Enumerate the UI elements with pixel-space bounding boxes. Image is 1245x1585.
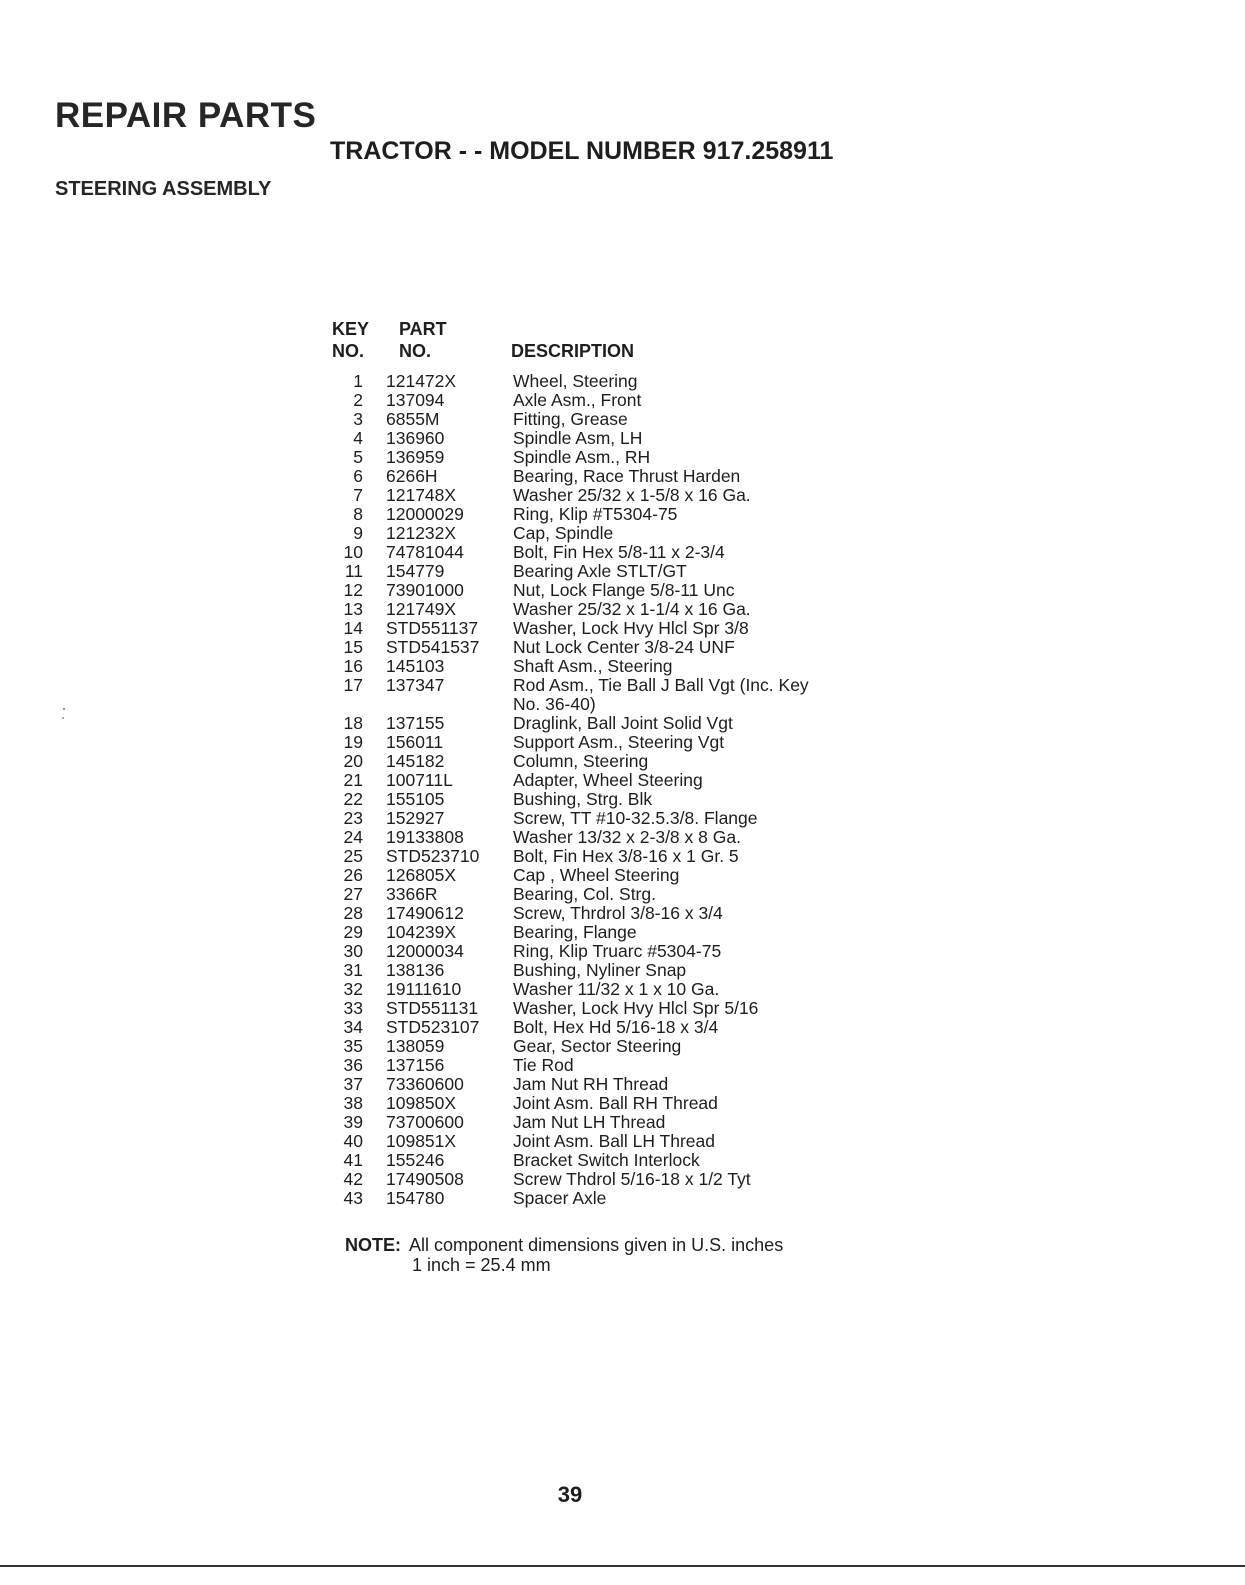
part-description: Bearing, Col. Strg. [513,884,656,904]
parts-row [330,904,890,923]
parts-row [330,771,890,790]
part-number: 138059 [386,1036,445,1056]
part-number: 17490508 [386,1169,464,1189]
part-description: Joint Asm. Ball RH Thread [513,1093,718,1113]
part-number: 73700600 [386,1112,464,1132]
part-description: Cap , Wheel Steering [513,865,680,885]
part-description: Washer 25/32 x 1-5/8 x 16 Ga. [513,485,751,505]
part-description: Jam Nut LH Thread [513,1112,666,1132]
part-description: Nut, Lock Flange 5/8-11 Unc [513,580,735,600]
part-description: Screw, TT #10-32.5.3/8. Flange [513,808,758,828]
key-number: 20 [343,751,363,771]
key-number: 12 [343,580,363,600]
key-number: 5 [353,447,363,467]
parts-row [330,505,890,524]
part-description: Axle Asm., Front [513,390,642,410]
parts-row [330,581,890,600]
parts-row [330,676,890,714]
key-number: 6 [353,466,363,486]
part-description: Washer 11/32 x 1 x 10 Ga. [513,979,720,999]
part-number: 121748X [386,485,457,505]
part-description: Washer 13/32 x 2-3/8 x 8 Ga. [513,827,741,847]
part-number: 136960 [386,428,445,448]
key-number: 2 [353,390,363,410]
parts-row [330,543,890,562]
part-description: Bolt, Hex Hd 5/16-18 x 3/4 [513,1017,719,1037]
part-number: 19111610 [386,979,462,999]
part-number: STD551137 [386,618,479,638]
key-number: 42 [343,1169,363,1189]
part-number: STD551131 [386,998,479,1018]
part-number: 74781044 [386,542,464,562]
parts-row [330,942,890,961]
part-description: Bolt, Fin Hex 5/8-11 x 2-3/4 [513,542,725,562]
key-number: 43 [343,1188,363,1208]
parts-row [330,1170,890,1189]
key-number: 10 [343,542,363,562]
part-description: Washer, Lock Hvy Hlcl Spr 3/8 [513,618,749,638]
part-number: 137094 [386,390,445,410]
key-number: 37 [343,1074,363,1094]
scan-speck [62,717,64,719]
part-number: 137347 [386,675,445,695]
part-description: Support Asm., Steering Vgt [513,732,725,752]
parts-row [330,657,890,676]
part-description: Nut Lock Center 3/8-24 UNF [513,637,735,657]
part-description: Washer 25/32 x 1-1/4 x 16 Ga. [513,599,751,619]
parts-row [330,866,890,885]
key-number: 39 [343,1112,363,1132]
part-number: 109851X [386,1131,457,1151]
parts-row [330,999,890,1018]
part-number: 12000034 [386,941,464,961]
parts-row [330,562,890,581]
part-description: Spindle Asm., RH [513,447,651,467]
model-subtitle: TRACTOR - - MODEL NUMBER 917.258911 [330,137,834,165]
parts-row [330,372,890,391]
part-description: Column, Steering [513,751,649,771]
part-description: Ring, Klip #T5304-75 [513,504,678,524]
part-description: Gear, Sector Steering [513,1036,682,1056]
scan-speck [63,708,65,710]
part-description: Adapter, Wheel Steering [513,770,703,790]
note [345,1235,783,1255]
key-number: 38 [343,1093,363,1113]
part-description: Shaft Asm., Steering [513,656,673,676]
part-number: 154780 [386,1188,445,1208]
key-number: 22 [343,789,363,809]
parts-row [330,923,890,942]
part-number: 17490612 [386,903,464,923]
part-number: STD523710 [386,846,480,866]
key-number: 32 [343,979,363,999]
part-description: Spacer Axle [513,1188,607,1208]
parts-row [330,410,890,429]
key-number: 21 [343,770,363,790]
part-description: Screw, Thrdrol 3/8-16 x 3/4 [513,903,723,923]
key-number: 27 [343,884,363,904]
part-number: 73901000 [386,580,464,600]
part-number: 145182 [386,751,445,771]
key-number: 19 [343,732,363,752]
page-title: REPAIR PARTS [55,96,317,135]
parts-list [330,372,890,1208]
parts-row [330,619,890,638]
parts-row [330,524,890,543]
part-number: 155246 [386,1150,445,1170]
part-description: Spindle Asm, LH [513,428,643,448]
parts-row [330,486,890,505]
part-description: Joint Asm. Ball LH Thread [513,1131,715,1151]
part-description: Bushing, Strg. Blk [513,789,653,809]
parts-row [330,448,890,467]
part-number: STD541537 [386,637,480,657]
parts-row [330,714,890,733]
part-description: Bolt, Fin Hex 3/8-16 x 1 Gr. 5 [513,846,739,866]
parts-row [330,1132,890,1151]
parts-row [330,1018,890,1037]
key-number: 36 [343,1055,363,1075]
part-number: 121749X [386,599,457,619]
key-number: 13 [343,599,363,619]
key-number: 1 [353,371,363,391]
parts-row [330,1037,890,1056]
key-number: 4 [353,428,363,448]
parts-row [330,980,890,999]
key-number: 40 [343,1131,363,1151]
parts-row [330,1075,890,1094]
part-description: Jam Nut RH Thread [513,1074,669,1094]
part-number: STD523107 [386,1017,480,1037]
parts-row [330,828,890,847]
key-number: 35 [343,1036,363,1056]
parts-row [330,961,890,980]
key-number: 31 [343,960,363,980]
parts-row [330,467,890,486]
part-description: Tie Rod [513,1055,574,1075]
key-number: 9 [353,523,363,543]
part-number: 155105 [386,789,445,809]
part-description: Screw Thdrol 5/16-18 x 1/2 Tyt [513,1169,751,1189]
part-description: Fitting, Grease [513,409,628,429]
column-header-key: KEY NO. [332,319,370,361]
parts-row [330,1151,890,1170]
part-description: Wheel, Steering [513,371,638,391]
part-number: 138136 [386,960,445,980]
part-description: Rod Asm., Tie Ball J Ball Vgt (Inc. Key No. 36-40) [513,675,809,714]
key-number: 25 [343,846,363,866]
part-number: 121472X [386,371,457,391]
key-number: 34 [343,1017,363,1037]
part-number: 104239X [386,922,457,942]
part-description: Bracket Switch Interlock [513,1150,700,1170]
bottom-rule [0,1565,1245,1567]
part-number: 137156 [386,1055,445,1075]
part-number: 6266H [386,466,438,486]
part-number: 19133808 [386,827,464,847]
parts-row [330,790,890,809]
key-number: 16 [343,656,363,676]
part-number: 6855M [386,409,440,429]
parts-row [330,885,890,904]
key-number: 41 [343,1150,363,1170]
part-number: 136959 [386,447,445,467]
part-description: Washer, Lock Hvy Hlcl Spr 5/16 [513,998,759,1018]
note-label: NOTE: [345,1235,401,1255]
key-number: 26 [343,865,363,885]
key-number: 24 [343,827,363,847]
note-line-2: 1 inch = 25.4 mm [412,1255,551,1275]
parts-row [330,429,890,448]
part-number: 12000029 [386,504,464,524]
part-description: Cap, Spindle [513,523,614,543]
parts-row [330,1094,890,1113]
part-number: 3366R [386,884,438,904]
part-number: 126805X [386,865,457,885]
part-description: Bearing, Race Thrust Harden [513,466,741,486]
parts-row [330,1056,890,1075]
part-description: Draglink, Ball Joint Solid Vgt [513,713,733,733]
key-number: 11 [344,561,363,581]
key-number: 17 [343,675,363,695]
part-description: Ring, Klip Truarc #5304-75 [513,941,722,961]
part-number: 156011 [386,732,444,752]
part-number: 100711L [386,770,453,790]
key-number: 29 [343,922,363,942]
key-number: 28 [343,903,363,923]
key-number: 30 [343,941,363,961]
part-description: Bearing, Flange [513,922,637,942]
key-number: 23 [343,808,363,828]
key-number: 3 [353,409,363,429]
key-number: 18 [343,713,363,733]
parts-row [330,809,890,828]
key-number: 14 [343,618,363,638]
part-number: 154779 [386,561,445,581]
key-number: 7 [353,485,363,505]
parts-row [330,847,890,866]
part-description: Bushing, Nyliner Snap [513,960,687,980]
part-number: 152927 [386,808,445,828]
parts-row [330,638,890,657]
page-number: 39 [557,1482,583,1507]
part-number: 73360600 [386,1074,464,1094]
parts-row [330,752,890,771]
key-number: 8 [353,504,363,524]
key-number: 33 [343,998,363,1018]
part-number: 145103 [386,656,445,676]
parts-row [330,391,890,410]
parts-row [330,600,890,619]
parts-row [330,1189,890,1208]
part-number: 109850X [386,1093,457,1113]
column-header-description: DESCRIPTION [511,341,635,361]
parts-row [330,733,890,752]
column-header-part: PART NO. [399,319,447,361]
part-description: Bearing Axle STLT/GT [513,561,687,581]
note-line-1: All component dimensions given in U.S. inches [409,1235,784,1255]
section-heading: STEERING ASSEMBLY [55,178,272,200]
parts-row [330,1113,890,1132]
key-number: 15 [343,637,363,657]
part-number: 137155 [386,713,445,733]
part-number: 121232X [386,523,457,543]
